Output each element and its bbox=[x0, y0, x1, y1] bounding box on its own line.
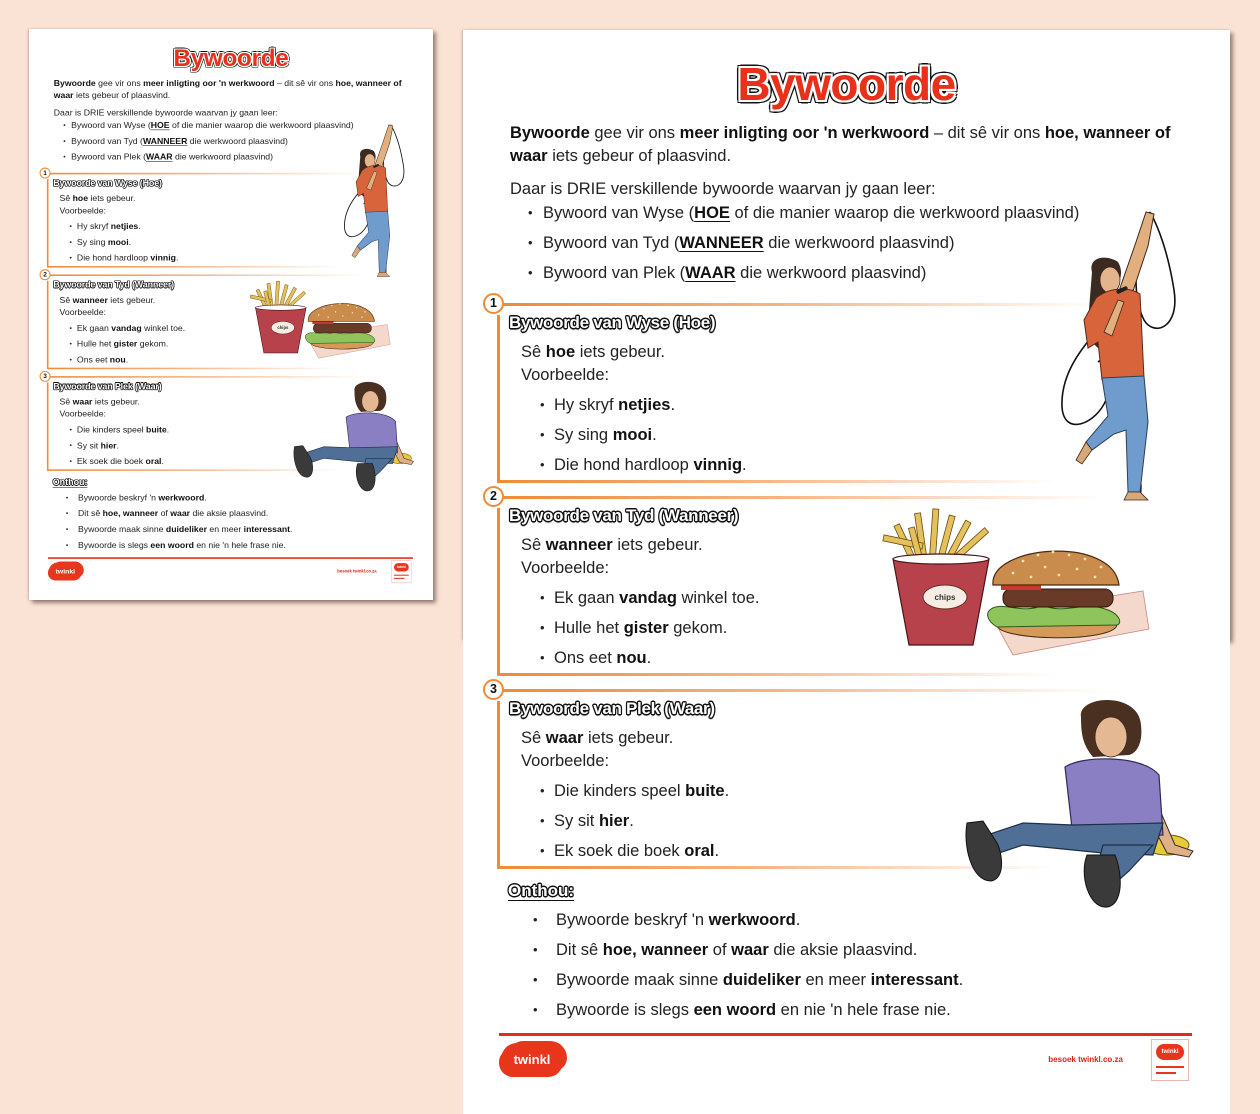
item-keyword: WANNEER bbox=[142, 136, 188, 146]
definition-text: iets gebeur. bbox=[92, 397, 140, 407]
example-text: Sy sing bbox=[76, 237, 108, 248]
thumbnail-scaler bbox=[29, 29, 433, 600]
adverb-type-item bbox=[528, 228, 1079, 258]
section-divider bbox=[47, 266, 342, 267]
definition-keyword: hoe bbox=[72, 193, 89, 204]
remember-keyword: interessant bbox=[243, 524, 291, 535]
example-text: Die kinders speel bbox=[554, 782, 686, 800]
remember-keyword: waar bbox=[731, 941, 769, 959]
worksheet-title: Bywoorde bbox=[173, 43, 289, 72]
example-item bbox=[70, 234, 179, 250]
example-text: . bbox=[629, 812, 634, 830]
definition-text: iets gebeur. bbox=[575, 343, 666, 361]
section-border bbox=[47, 281, 48, 368]
footer-url: besoek twinkl.co.za bbox=[337, 568, 377, 574]
example-item bbox=[70, 352, 186, 368]
example-adverb: hier bbox=[100, 440, 117, 451]
remember-heading bbox=[508, 880, 574, 902]
examples-list bbox=[540, 776, 729, 866]
section-border bbox=[47, 179, 48, 266]
section-definition bbox=[60, 294, 156, 306]
remember-text: Dit sê bbox=[77, 508, 103, 519]
section-border bbox=[497, 315, 500, 481]
remember-text: en meer bbox=[800, 971, 871, 989]
worksheet-document-thumbnail bbox=[29, 29, 433, 600]
remember-keyword: werkwoord bbox=[708, 911, 796, 929]
example-text: Ek gaan bbox=[554, 589, 620, 607]
example-adverb: buite bbox=[685, 782, 725, 800]
remember-keyword: duideliker bbox=[165, 524, 207, 535]
definition-text: iets gebeur. bbox=[88, 193, 136, 204]
remember-keyword: hoe, wanneer bbox=[602, 941, 709, 959]
remember-text: en meer bbox=[206, 524, 244, 535]
footer-divider bbox=[48, 557, 413, 558]
remember-keyword: een woord bbox=[693, 1001, 777, 1019]
item-text: die werkwoord plaasvind) bbox=[172, 152, 274, 162]
section-definition bbox=[521, 727, 673, 749]
badge-stripe bbox=[394, 575, 409, 576]
intro-emphasis: hoe, wanneer of bbox=[1044, 124, 1171, 142]
remember-keyword: interessant bbox=[870, 971, 959, 989]
example-item bbox=[540, 390, 747, 420]
worksheet-page-zoomed bbox=[463, 30, 1230, 1067]
intro-text: – dit sê vir ons bbox=[929, 124, 1045, 142]
section-number-badge: 3 bbox=[40, 371, 51, 382]
remember-item bbox=[66, 537, 293, 553]
item-keyword: WAAR bbox=[146, 152, 173, 162]
remember-keyword: hoe, wanneer bbox=[102, 508, 159, 519]
twinkl-badge-icon bbox=[1151, 1039, 1189, 1081]
adverb-types-list bbox=[528, 198, 1079, 288]
section-divider bbox=[50, 274, 366, 275]
remember-list bbox=[533, 905, 963, 1025]
definition-keyword: hoe bbox=[545, 343, 576, 361]
intro-emphasis: hoe, wanneer of bbox=[335, 78, 402, 88]
example-text: Sy sit bbox=[76, 440, 101, 451]
section-definition bbox=[60, 396, 140, 408]
item-text: Bywoord van Tyd ( bbox=[71, 136, 143, 146]
remember-heading bbox=[53, 477, 88, 489]
adverb-type-item bbox=[63, 133, 353, 149]
example-adverb: vinnig bbox=[150, 253, 176, 263]
example-item bbox=[70, 422, 170, 438]
twinkl-logo: twinkl bbox=[501, 1043, 563, 1077]
example-item bbox=[540, 643, 759, 673]
section-divider bbox=[503, 303, 1103, 306]
fries-burger-illustration bbox=[873, 505, 1153, 670]
fries-burger-illustration bbox=[245, 279, 392, 366]
example-text: . bbox=[714, 842, 720, 860]
section-number-badge: 2 bbox=[483, 486, 504, 507]
example-text: . bbox=[652, 426, 657, 444]
intro-text: – dit sê vir ons bbox=[274, 78, 336, 88]
section-heading: Bywoorde van Plek (Waar) bbox=[509, 699, 715, 718]
example-item bbox=[70, 219, 179, 235]
remember-text: Bywoorde is slegs bbox=[77, 540, 151, 550]
example-text: Ons eet bbox=[554, 649, 617, 667]
example-adverb: hier bbox=[598, 812, 630, 830]
item-text: die werkwoord plaasvind) bbox=[187, 136, 288, 146]
remember-item bbox=[533, 905, 963, 935]
example-adverb: vandag bbox=[619, 589, 677, 607]
example-item bbox=[540, 836, 729, 866]
badge-text: twinkl bbox=[394, 563, 409, 571]
example-item bbox=[540, 806, 729, 836]
remember-text: Dit sê bbox=[556, 941, 603, 959]
remember-item bbox=[533, 935, 963, 965]
example-text: . bbox=[161, 456, 164, 467]
remember-text: . bbox=[958, 971, 964, 989]
twinkl-logo: twinkl bbox=[49, 563, 82, 581]
item-keyword: HOE bbox=[150, 120, 170, 131]
example-item bbox=[70, 320, 186, 336]
remember-text: Bywoorde beskryf 'n bbox=[77, 493, 159, 503]
example-text: gekom. bbox=[668, 619, 728, 637]
remember-text: die aksie plaasvind. bbox=[768, 941, 918, 959]
item-text: Bywoord van Wyse ( bbox=[71, 120, 151, 131]
section-divider bbox=[497, 673, 1057, 676]
remember-text: . bbox=[204, 493, 207, 503]
footer-url: besoek twinkl.co.za bbox=[1048, 1055, 1123, 1064]
example-item bbox=[70, 336, 186, 352]
definition-keyword: waar bbox=[545, 729, 584, 747]
item-keyword: WAAR bbox=[685, 264, 736, 282]
example-text: Sy sit bbox=[554, 812, 599, 830]
example-text: . bbox=[742, 456, 747, 474]
example-text: . bbox=[138, 221, 141, 232]
intro-term: Bywoorde bbox=[53, 78, 96, 88]
remember-item bbox=[533, 995, 963, 1025]
example-text: Hulle het bbox=[76, 339, 114, 349]
section-definition bbox=[521, 341, 665, 363]
examples-label: Voorbeelde: bbox=[59, 307, 106, 318]
definition-text: iets gebeur. bbox=[583, 729, 674, 747]
example-item bbox=[70, 438, 170, 454]
adverb-type-item bbox=[63, 149, 353, 165]
worksheet-page-thumbnail bbox=[29, 29, 433, 600]
example-adverb: gister bbox=[623, 619, 669, 637]
section-number-badge: 3 bbox=[483, 679, 504, 700]
example-text: . bbox=[166, 425, 170, 435]
example-text: . bbox=[128, 237, 132, 248]
example-text: Ek soek die boek bbox=[76, 456, 146, 467]
remember-keyword: een woord bbox=[150, 540, 194, 550]
example-text: . bbox=[175, 253, 179, 263]
examples-list bbox=[70, 219, 179, 266]
examples-label: Voorbeelde: bbox=[59, 409, 106, 419]
remember-text: Bywoorde maak sinne bbox=[556, 971, 723, 989]
intro-lead-in: Daar is DRIE verskillende bywoorde waarvan jy gaan leer: bbox=[510, 180, 936, 198]
intro-text: iets gebeur of plaasvind. bbox=[73, 90, 171, 101]
section-divider bbox=[50, 173, 366, 174]
examples-label: Voorbeelde: bbox=[521, 559, 610, 577]
example-item bbox=[540, 420, 747, 450]
definition-text: Sê bbox=[59, 193, 73, 204]
example-adverb: mooi bbox=[107, 237, 129, 248]
example-text: . bbox=[670, 396, 676, 414]
adverb-type-item bbox=[528, 258, 1079, 288]
example-adverb: mooi bbox=[612, 426, 653, 444]
badge-stripe bbox=[1156, 1072, 1176, 1074]
adverb-type-item bbox=[63, 117, 353, 133]
remember-text: en nie 'n hele frase nie. bbox=[193, 540, 286, 550]
remember-text: . bbox=[290, 524, 293, 535]
fries-cup-label: chips bbox=[934, 593, 956, 602]
example-text: Die hond hardloop bbox=[76, 253, 151, 263]
item-text: Bywoord van Plek ( bbox=[71, 152, 147, 162]
example-text: Ek soek die boek bbox=[554, 842, 685, 860]
example-text: Ons eet bbox=[76, 355, 110, 365]
sitting-boy-illustration bbox=[953, 695, 1198, 915]
remember-heading-text: Onthou: bbox=[508, 881, 575, 900]
intro-emphasis: waar bbox=[510, 147, 548, 165]
section-border bbox=[497, 508, 500, 674]
example-adverb: netjies bbox=[618, 396, 671, 414]
remember-heading-text: Onthou: bbox=[52, 477, 88, 488]
example-adverb: nou bbox=[109, 355, 126, 365]
section-divider bbox=[503, 496, 1103, 499]
item-keyword: WANNEER bbox=[679, 234, 764, 252]
item-text: Bywoord van Tyd ( bbox=[543, 234, 680, 252]
singer-illustration bbox=[342, 120, 405, 278]
remember-item bbox=[66, 521, 293, 537]
sitting-boy-illustration bbox=[287, 379, 416, 495]
definition-text: Sê bbox=[521, 343, 546, 361]
section-heading: Bywoorde van Tyd (Wanneer) bbox=[53, 279, 174, 290]
examples-label: Voorbeelde: bbox=[521, 752, 610, 770]
remember-text: die aksie plaasvind. bbox=[190, 508, 269, 519]
intro-text: iets gebeur of plaasvind. bbox=[547, 147, 732, 165]
example-text: . bbox=[724, 782, 730, 800]
section-heading: Bywoorde van Plek (Waar) bbox=[53, 381, 162, 392]
example-text: . bbox=[646, 649, 652, 667]
example-adverb: gister bbox=[113, 339, 138, 349]
remember-item bbox=[66, 506, 293, 522]
definition-text: Sê bbox=[521, 536, 546, 554]
example-adverb: nou bbox=[616, 649, 647, 667]
adverb-type-item bbox=[528, 198, 1079, 228]
remember-text: en nie 'n hele frase nie. bbox=[776, 1001, 951, 1019]
section-number-badge: 1 bbox=[483, 293, 504, 314]
remember-text: of bbox=[158, 508, 171, 519]
examples-list bbox=[70, 422, 170, 469]
definition-text: iets gebeur. bbox=[612, 536, 703, 554]
intro-text: gee vir ons bbox=[589, 124, 680, 142]
examples-list bbox=[540, 390, 747, 480]
definition-keyword: wanneer bbox=[72, 295, 108, 305]
section-border bbox=[497, 701, 500, 867]
worksheet-document bbox=[463, 30, 1230, 1114]
section-heading: Bywoorde van Wyse (Hoe) bbox=[53, 178, 162, 189]
section-divider bbox=[497, 480, 1057, 483]
definition-text: Sê bbox=[59, 295, 73, 305]
examples-list bbox=[70, 320, 186, 367]
item-keyword: HOE bbox=[694, 204, 730, 222]
badge-text: twinkl bbox=[1156, 1044, 1184, 1060]
example-item bbox=[540, 583, 759, 613]
singer-illustration bbox=[1058, 202, 1178, 502]
item-text: Bywoord van Plek ( bbox=[543, 264, 686, 282]
section-divider bbox=[50, 376, 366, 377]
example-adverb: buite bbox=[146, 425, 167, 435]
example-text: Ek gaan bbox=[76, 323, 112, 333]
section-definition bbox=[521, 534, 703, 556]
worksheet-title: Bywoorde bbox=[737, 58, 956, 110]
remember-keyword: werkwoord bbox=[158, 493, 205, 503]
intro-term: Bywoorde bbox=[510, 124, 590, 142]
remember-keyword: duideliker bbox=[722, 971, 801, 989]
section-number-badge: 1 bbox=[40, 168, 51, 179]
section-divider bbox=[503, 689, 1103, 692]
section-divider bbox=[47, 368, 342, 369]
remember-text: . bbox=[795, 911, 801, 929]
section-heading: Bywoorde van Tyd (Wanneer) bbox=[509, 506, 739, 525]
example-adverb: oral bbox=[684, 842, 715, 860]
section-border bbox=[47, 382, 48, 469]
item-text: of die manier waarop die werkwoord plaasvind) bbox=[169, 120, 354, 131]
examples-list bbox=[540, 583, 759, 673]
definition-text: iets gebeur. bbox=[107, 295, 156, 305]
definition-keyword: wanneer bbox=[545, 536, 613, 554]
section-definition bbox=[60, 193, 136, 205]
remember-list bbox=[66, 490, 293, 553]
example-item bbox=[70, 454, 170, 470]
item-text: of die manier waarop die werkwoord plaasvind) bbox=[729, 204, 1080, 222]
footer-divider bbox=[499, 1033, 1192, 1036]
example-text: Hy skryf bbox=[76, 221, 111, 232]
badge-stripe bbox=[394, 578, 405, 579]
remember-text: of bbox=[708, 941, 732, 959]
example-adverb: oral bbox=[145, 456, 162, 467]
remember-item bbox=[66, 490, 293, 506]
example-adverb: vandag bbox=[111, 323, 142, 333]
example-item bbox=[540, 450, 747, 480]
example-adverb: netjies bbox=[110, 221, 139, 232]
badge-stripe bbox=[1156, 1066, 1184, 1068]
example-text: Sy sing bbox=[554, 426, 613, 444]
example-item bbox=[70, 250, 179, 266]
definition-text: Sê bbox=[59, 397, 73, 407]
intro-emphasis: meer inligting oor 'n werkwoord bbox=[143, 78, 275, 88]
section-number-badge: 2 bbox=[40, 269, 51, 280]
section-heading: Bywoorde van Wyse (Hoe) bbox=[509, 313, 716, 332]
remember-text: Bywoorde is slegs bbox=[556, 1001, 694, 1019]
adverb-types-list bbox=[63, 117, 353, 164]
example-text: Hy skryf bbox=[554, 396, 619, 414]
example-text: winkel toe. bbox=[141, 323, 186, 333]
fries-cup-label: chips bbox=[277, 325, 289, 331]
twinkl-badge-icon bbox=[391, 560, 411, 582]
example-adverb: vinnig bbox=[693, 456, 743, 474]
example-item bbox=[540, 776, 729, 806]
remember-text: Bywoorde maak sinne bbox=[77, 524, 166, 535]
example-text: . bbox=[125, 355, 129, 365]
definition-text: Sê bbox=[521, 729, 546, 747]
item-text: die werkwoord plaasvind) bbox=[763, 234, 955, 252]
item-text: Bywoord van Wyse ( bbox=[543, 204, 695, 222]
remember-text: Bywoorde beskryf 'n bbox=[556, 911, 709, 929]
intro-paragraph bbox=[54, 77, 402, 101]
definition-keyword: waar bbox=[72, 397, 93, 407]
intro-text: gee vir ons bbox=[95, 78, 144, 88]
intro-paragraph bbox=[510, 122, 1170, 168]
example-text: winkel toe. bbox=[676, 589, 760, 607]
intro-emphasis: meer inligting oor 'n werkwoord bbox=[679, 124, 930, 142]
examples-label: Voorbeelde: bbox=[521, 366, 610, 384]
example-text: Hulle het bbox=[554, 619, 624, 637]
example-text: gekom. bbox=[137, 339, 169, 349]
remember-item bbox=[533, 965, 963, 995]
examples-label: Voorbeelde: bbox=[59, 205, 106, 216]
example-text: . bbox=[116, 440, 119, 451]
example-text: Die kinders speel bbox=[76, 425, 147, 435]
example-text: Die hond hardloop bbox=[554, 456, 694, 474]
item-text: die werkwoord plaasvind) bbox=[735, 264, 927, 282]
intro-lead-in: Daar is DRIE verskillende bywoorde waarvan jy gaan leer: bbox=[53, 108, 278, 118]
intro-emphasis: waar bbox=[53, 90, 74, 101]
remember-keyword: waar bbox=[170, 508, 191, 519]
example-item bbox=[540, 613, 759, 643]
